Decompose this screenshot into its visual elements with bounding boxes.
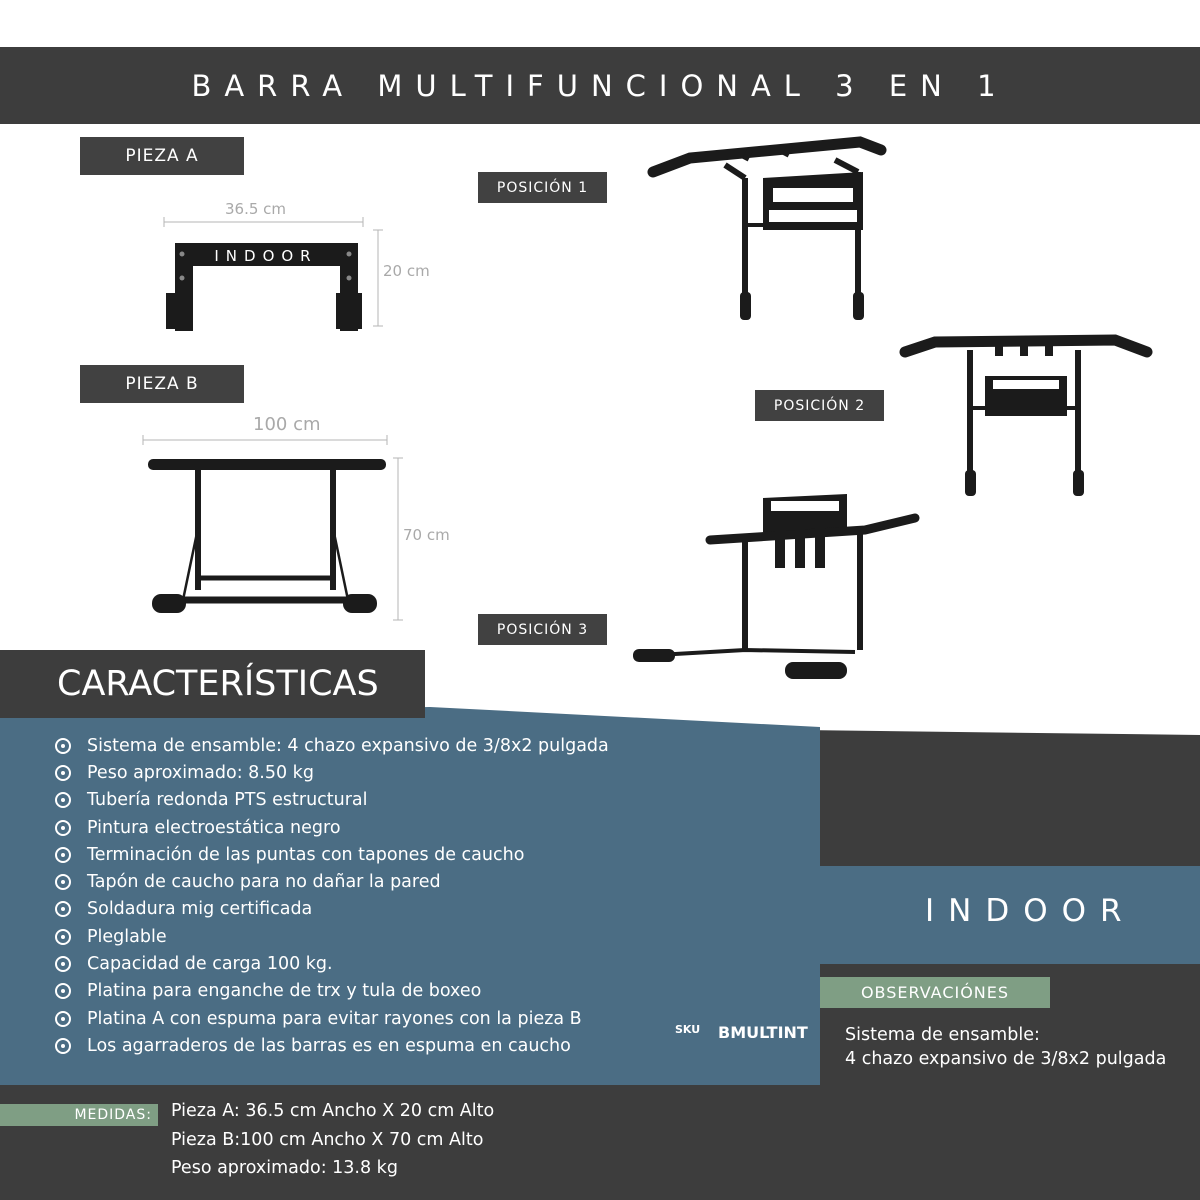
bullet-icon [55, 738, 71, 754]
feature-item [55, 923, 795, 950]
position-2-drawing [895, 330, 1160, 500]
piece-b-height-label: 70 cm [403, 526, 450, 544]
piece-b-height-dimension-line [393, 458, 403, 620]
piece-a-plate-brand: INDOOR [214, 247, 318, 265]
feature-item [55, 868, 795, 895]
feature-text: Tubería redonda PTS estructural [87, 790, 368, 811]
position-3-label: POSICIÓN 3 [478, 614, 607, 645]
bullet-icon [55, 929, 71, 945]
feature-item [55, 787, 795, 814]
piece-b-label: PIEZA B [80, 365, 244, 403]
feature-item [55, 814, 795, 841]
feature-text: Capacidad de carga 100 kg. [87, 954, 333, 975]
piece-a-label: PIEZA A [80, 137, 244, 175]
feature-item [55, 896, 795, 923]
piece-b-frame [170, 470, 360, 600]
piece-b-width-label: 100 cm [253, 414, 321, 435]
feature-text: Pleglable [87, 926, 167, 947]
position-1-foot-right [853, 292, 864, 320]
feature-text: Platina para enganche de trx y tula de boxeo [87, 981, 482, 1002]
position-2-foot-left [965, 470, 976, 496]
piece-a-width-label: 36.5 cm [225, 200, 287, 218]
position-1-foot-left [740, 292, 751, 320]
observations-line-1: Sistema de ensamble: [845, 1025, 1040, 1045]
feature-item [55, 950, 795, 977]
observations-label: OBSERVACIÓNES [820, 977, 1050, 1008]
features-title-box [0, 650, 425, 718]
position-1-label: POSICIÓN 1 [478, 172, 607, 203]
header-band [0, 47, 1200, 124]
piece-a-width-dimension-line [164, 217, 363, 227]
page-title: BARRA MULTIFUNCIONAL 3 EN 1 [191, 68, 1009, 103]
feature-text: Soldadura mig certificada [87, 899, 313, 920]
bullet-icon [55, 956, 71, 972]
feature-item [55, 841, 795, 868]
bullet-icon [55, 1038, 71, 1054]
position-3-drawing [625, 490, 925, 685]
features-list [55, 732, 795, 1060]
feature-item [55, 1032, 795, 1059]
feature-item [55, 732, 795, 759]
feature-text: Sistema de ensamble: 4 chazo expansivo de 3/8x2 pulgada [87, 735, 609, 756]
piece-b-width-dimension-line [143, 435, 387, 445]
sku-value: BMULTINT [718, 1023, 808, 1042]
measures-list [171, 1101, 494, 1187]
measures-line: Peso aproximado: 13.8 kg [171, 1158, 398, 1178]
position-3-foam-right [785, 662, 847, 679]
feature-text: Los agarraderos de las barras es en espuma en caucho [87, 1035, 571, 1056]
bullet-icon [55, 983, 71, 999]
piece-a-foam-left [166, 293, 192, 329]
feature-text: Platina A con espuma para evitar rayones con la pieza B [87, 1008, 582, 1029]
measures-line: Pieza B:100 cm Ancho X 70 cm Alto [171, 1129, 484, 1150]
bullet-icon [55, 820, 71, 836]
position-2-foot-right [1073, 470, 1084, 496]
feature-item [55, 978, 795, 1005]
feature-text: Tapón de caucho para no dañar la pared [87, 872, 441, 893]
bullet-icon [55, 874, 71, 890]
piece-a-foam-right [336, 293, 362, 329]
piece-b-foam-left [152, 594, 186, 613]
sku-label: SKU [675, 1023, 701, 1036]
piece-b-drawing [135, 428, 415, 628]
feature-text: Peso aproximado: 8.50 kg [87, 762, 314, 783]
position-1-drawing [645, 130, 890, 325]
feature-text: Pintura electroestática negro [87, 817, 341, 838]
bullet-icon [55, 901, 71, 917]
observations-text [845, 1025, 1166, 1069]
piece-b-foam-right [343, 594, 377, 613]
features-title: CARACTERÍSTICAS [57, 664, 379, 704]
bullet-icon [55, 847, 71, 863]
position-3-foam-left [633, 649, 675, 662]
measures-label: MEDIDAS: [0, 1104, 158, 1126]
position-3-top-plate [763, 494, 847, 532]
piece-b-top-bar [148, 459, 386, 470]
feature-text: Terminación de las puntas con tapones de caucho [87, 844, 525, 865]
piece-a-height-dimension-line [373, 230, 383, 326]
bullet-icon [55, 1011, 71, 1027]
measures-line: Pieza A: 36.5 cm Ancho X 20 cm Alto [171, 1101, 495, 1121]
feature-item [55, 759, 795, 786]
bullet-icon [55, 765, 71, 781]
brand-logo: INDOOR [925, 893, 1136, 929]
piece-a-height-label: 20 cm [383, 262, 430, 280]
bullet-icon [55, 792, 71, 808]
observations-line-2: 4 chazo expansivo de 3/8x2 pulgada [845, 1049, 1167, 1069]
position-2-label: POSICIÓN 2 [755, 390, 884, 421]
